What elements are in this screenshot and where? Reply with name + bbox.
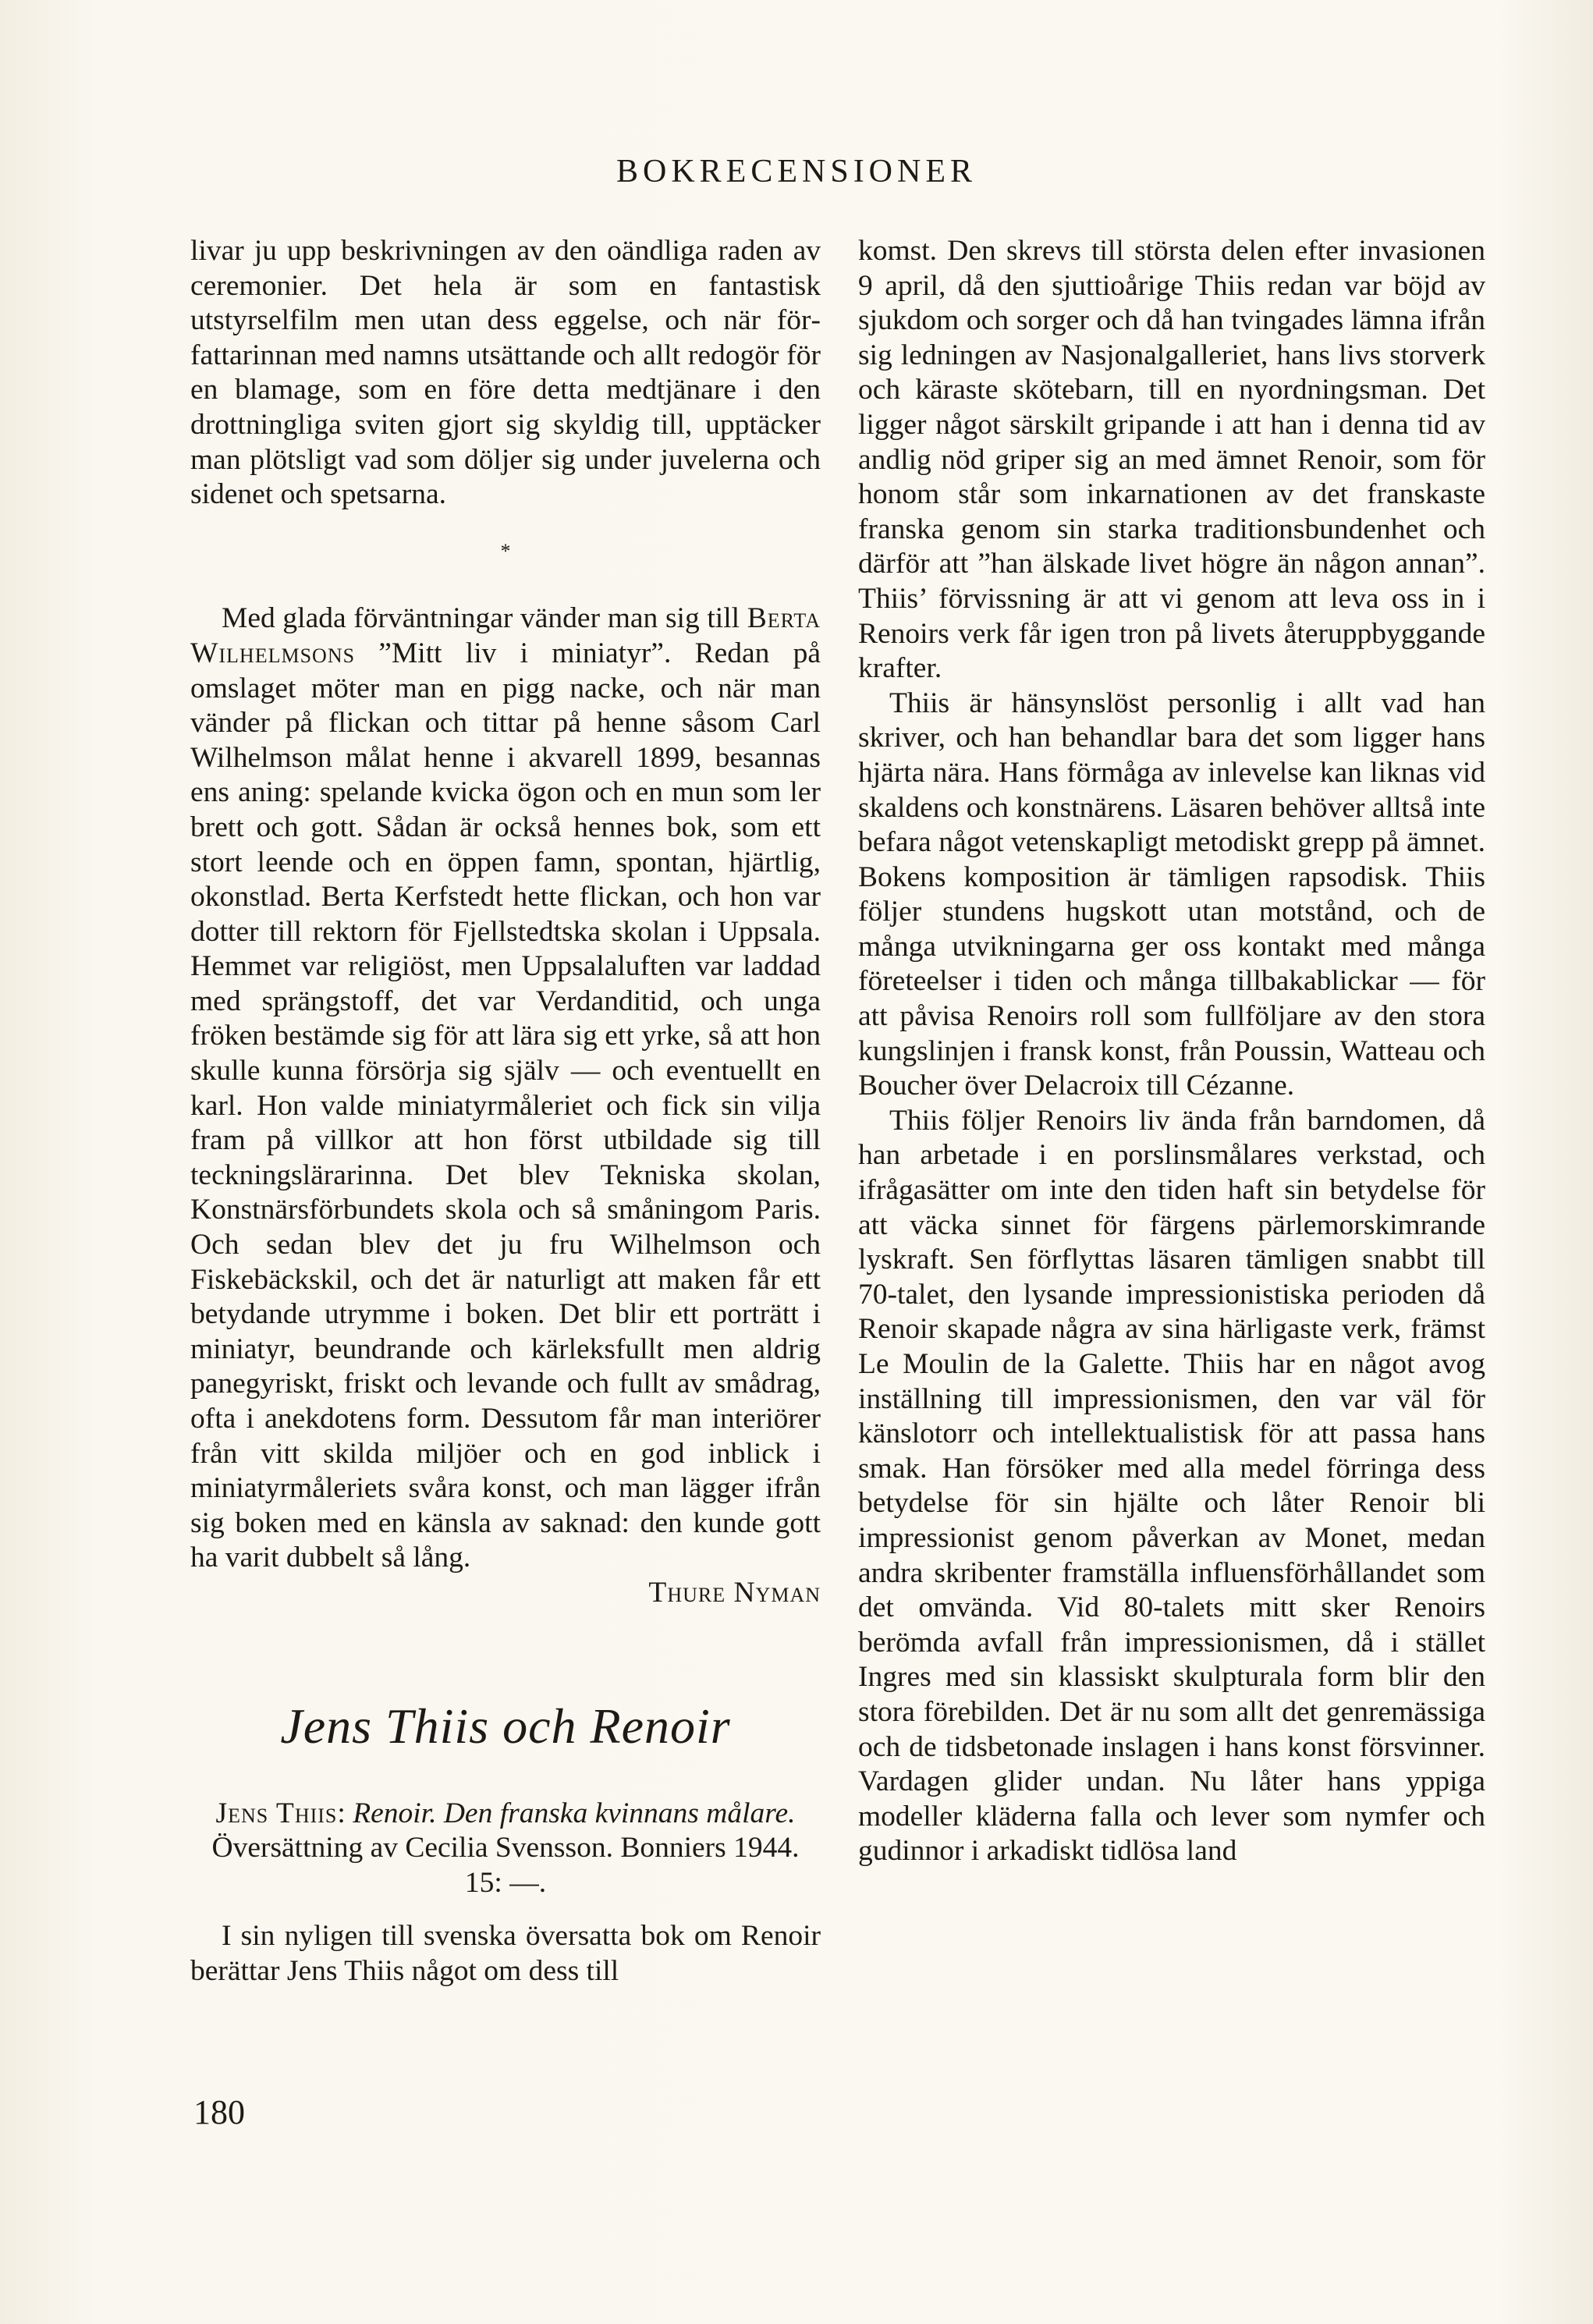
review-paragraph-thiis-3: Thiis följer Renoirs liv ända från barndomen, då han arbetade i en porslinsmålares verkstad, och ifrågasätter om inte den tiden haft sin betydelse för att väcka sinnet för färgens pärlemorskimrande lyskraft. Sen förflyttas läsaren tämligen snabbt till 70-talet, den lysande impressionistiska perioden då Renoir skapade några av sina härligaste verk, främst Le Moulin de la Galette. Thiis har en något avog inställning till impressionismen, den var väl för känslotorr och intellektualistisk för att passa hans smak. Han försöker med alla medel förringa dess betydelse för sin hjälte och låter Renoir bli impressionist genom påverkan av Monet, medan andra skribenter framställa influensförhållandet som det omvända. Vid 80-talets mitt sker Renoirs berömda avfall från impressionismen, då i stället Ingres med sin klassiskt skulpturala form blir den stora förebilden. Det är nu som allt det genremässiga och de tidsbetonade inslagen i hans konst försvinner. Vardagen glider undan. Nu låter hans yppiga modeller kläderna falla och lever som nymfer och gudinnor i arkadiskt tidlösa land <box>858 1104 1485 1868</box>
bib-title: Renoir. Den franska kvinnans målare. <box>353 1797 796 1829</box>
review-paragraph-wilhelmson <box>190 601 821 1576</box>
review-intro-text: Med glada förväntningar vänder man sig till <box>222 602 747 635</box>
bib-colon: : <box>337 1797 353 1829</box>
reviewer-signature: Thure Nyman <box>648 1576 821 1609</box>
bib-details: Översättning av Cecilia Svensson. Bonniers 1944. 15: —. <box>211 1832 800 1899</box>
section-separator: * <box>500 539 511 562</box>
running-head: BOKRECENSIONER <box>616 154 977 190</box>
page-number: 180 <box>193 2093 245 2131</box>
right-column <box>858 234 1485 1869</box>
reviewed-author-name: Berta Wilhelmsons <box>190 602 821 669</box>
review-body-text: ”Mitt liv i miniatyr”. Redan på omslaget möter man en pigg nacke, och när man vänder på flickan och tittar på henne såsom Carl Wilhelmson målat henne i akvarell 1899, besannas ens aning: spelande kvicka ögon och en mun som ler brett och gott. Sådan är också hennes bok, som ett stort leende och en öppen famn, spontan, hjärtlig, okonstlad. Berta Kerfstedt hette flickan, och hon var dotter till rektorn för Fjellstedtska skolan i Uppsala. Hemmet var religiöst, men Uppsalaluften var laddad med sprängstoff, det var Verdanditid, och unga fröken bestämde sig för att lära sig ett yrke, så att hon skulle kunna försörja sig själv — och eventuellt en karl. Hon valde miniatyrmåleriet och fick sin vilja fram på villkor att hon först utbildade sig till teckningslärarinna. Det blev Tekniska skolan, Konstnärsförbundets skola och så småningom Paris. Och sedan blev det ju fru Wilhelmson och Fiskebäckskil, och det är naturligt att maken får ett betydande utrymme i boken. Det blir ett porträtt i miniatyr, beundrande och kärleksfullt men aldrig panegyriskt, friskt och levande och fullt av smådrag, ofta i anekdotens form. Dessutom får man interiörer från vitt skilda miljöer och en god inblick i miniatyrmåleriets svåra konst, och man lägger ifrån sig boken med en känsla av saknad: den kunde gott ha varit dubbelt så lång. <box>190 637 821 1574</box>
review-paragraph-thiis-start: I sin nyligen till svenska översatta bok om Renoir berättar Jens Thiis något om dess till <box>190 1920 821 1987</box>
review-heading: Jens Thiis och Renoir <box>280 1698 731 1754</box>
bib-author: Jens Thiis <box>215 1797 338 1829</box>
review-paragraph-continued: livar ju upp beskrivningen av den oändliga raden av ceremonier. Det hela är som en fantastisk utstyrselfilm men utan dess eggelse, och när författarinnan med namns utsättande och allt redogör för en blamage, som en före detta medtjänare i den drottningliga sviten gjort sig skyldig till, upptäcker man plötsligt vad som döljer sig under juvelerna och sidenet och spetsarna. <box>190 235 821 511</box>
left-column <box>190 234 821 1989</box>
review-paragraph-thiis-2: Thiis är hänsynslöst personlig i allt vad han skriver, och han behandlar bara det som ligger hans hjärta nära. Hans förmåga av inlevelse kan liknas vid skaldens och konstnärens. Läsaren behöver alltså inte befara något vetenskapligt metodiskt grepp på ämnet. Bokens komposition är tämligen rapsodisk. Thiis följer stundens hugskott utan motstånd, och de många utvikningarna ger oss kontakt med många företeelser i tiden och många tillbakablickar — för att påvisa Renoirs roll som fullföljare av den stora kungslinjen i fransk konst, från Poussin, Watteau och Boucher över Delacroix till Cézanne. <box>858 687 1485 1102</box>
review-paragraph-thiis-cont: komst. Den skrevs till största delen efter invasionen 9 april, då den sjuttioårige Thiis redan var böjd av sjukdom och sorger och då han tvingades lämna ifrån sig ledningen av Nasjonalgalleriet, hans livs storverk och käraste skötebarn, till en nyordningsman. Det ligger något särskilt gripande i att han i denna tid av andlig nöd griper sig an med ämnet Renoir, som för honom står som inkarnationen av det franskaste franska genom sin starka traditionsbundenhet och därför att ”han älskade livet högre än någon annan”. Thiis’ förvissning är att vi genom att leva oss in i Renoirs verk får igen tron på livets återuppbyggande krafter. <box>858 235 1485 685</box>
bibliographic-entry <box>190 1797 821 1901</box>
